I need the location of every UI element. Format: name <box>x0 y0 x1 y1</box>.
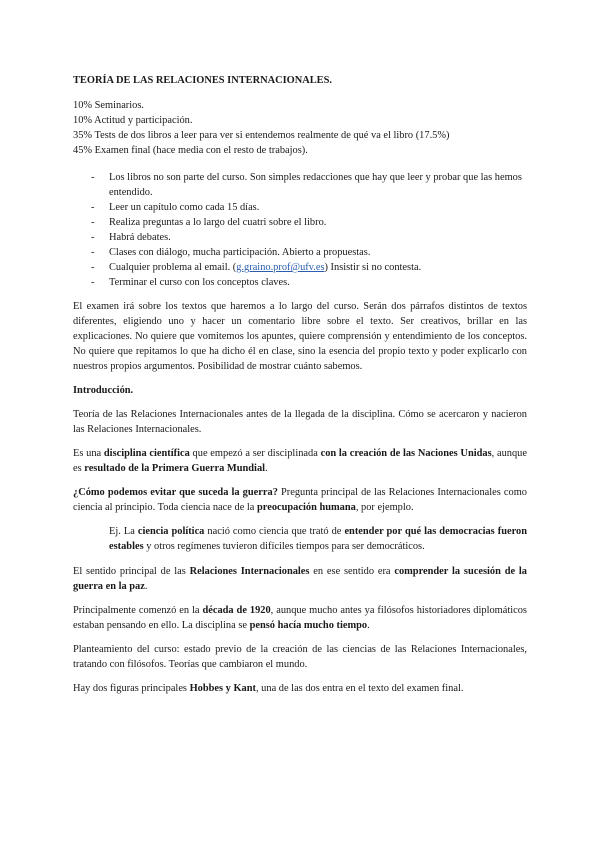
intro-paragraph: Teoría de las Relaciones Internacionales antes de la llegada de la disciplina. Cómo se acercaron y nacieron las Relaciones Internacionales. <box>73 409 527 435</box>
grade-seminarios: 10% Seminarios. <box>73 100 144 111</box>
exam-paragraph: El examen irá sobre los textos que haremos a lo largo del curso. Serán dos párrafos distintos de textos diferentes, eligiendo uno y hacer un comentario libre sobre el texto. Ser creativos, brillar en las explicaciones. No quiere que vomitemos los apuntes, quiere comprensión y entendimiento de los conceptos. No quiere que repitamos lo que ha dicho él en clase, sino la esencia del propio texto y poder explicarlo con nuestros propios argumentos. Posibilidad de mostrar cuánto sabemos. <box>73 301 527 372</box>
bold-run: entender por qué las democracias fueron estables <box>109 526 527 552</box>
science-paragraph <box>73 446 527 476</box>
text-run: , por ejemplo. <box>355 502 414 513</box>
text-run: , aunque es <box>73 448 527 474</box>
text-run: , aunque mucho antes ya filósofos historiadores diplomáticos estaban pensando en ello. La disciplina se <box>73 605 527 631</box>
bold-run: Relaciones Internacionales <box>189 566 310 577</box>
sense-paragraph <box>73 564 527 594</box>
bold-run: comprender la sucesión de la guerra en la paz <box>73 566 527 592</box>
grade-examen: 45% Examen final (hace media con el resto de trabajos). <box>73 145 308 156</box>
bold-run: década de 1920 <box>202 605 271 616</box>
bold-run: disciplina científica <box>103 448 190 459</box>
text-run: El sentido principal de las <box>73 566 190 577</box>
text-run: Hay dos figuras principales <box>73 683 190 694</box>
list-item: - Habrá debates. <box>109 230 527 245</box>
bold-run: Hobbes y Kant <box>189 683 256 694</box>
figures-paragraph <box>73 681 527 696</box>
text-run: Pregunta principal de las Relaciones Internacionales como ciencia al principio. Toda ciencia nace de la <box>73 487 527 513</box>
text-run: en ese sentido era <box>309 566 395 577</box>
list-item: - Leer un capítulo como cada 15 días. <box>109 200 527 215</box>
text-run: Es una <box>73 448 104 459</box>
text-run: , una de las dos entra en el texto del examen final. <box>255 683 464 694</box>
text-run: . <box>144 581 148 592</box>
text-run: . <box>265 463 268 474</box>
list-item <box>109 260 527 275</box>
list-text: Cualquier problema al email. ( <box>109 262 237 273</box>
list-item: - Realiza preguntas a lo largo del cuatri sobre el libro. <box>109 215 527 230</box>
bold-run: ciencia política <box>137 526 205 537</box>
text-run: que empezó a ser disciplinada <box>189 448 321 459</box>
list-item: - Terminar el curso con los conceptos claves. <box>109 275 527 290</box>
list-item: - Clases con diálogo, mucha participación. Abierto a propuestas. <box>109 245 527 260</box>
bold-run: preocupación humana <box>257 502 356 513</box>
course-plan-paragraph: Planteamiento del curso: estado previo de la creación de las ciencias de las Relaciones Internacionales, tratando con filósofos. Teorías que cambiaron el mundo. <box>73 644 527 670</box>
text-run: y otros regímenes tuvieron difíciles tiempos para ser democráticos. <box>143 541 425 552</box>
decade-paragraph <box>73 603 527 633</box>
bold-run: pensó hacía mucho tiempo <box>249 620 368 631</box>
text-run: Principalmente comenzó en la <box>73 605 203 616</box>
document-body <box>73 73 527 705</box>
grade-tests: 35% Tests de dos libros a leer para ver si entendemos realmente de qué va el libro (17.5%) <box>73 130 450 141</box>
example-quote <box>109 524 527 554</box>
bold-run: con la creación de las Naciones Unidas <box>320 448 492 459</box>
list-item: - Los libros no son parte del curso. Son simples redacciones que hay que leer y probar que las hemos entendido. <box>109 170 527 200</box>
section-heading-introduccion: Introducción. <box>73 385 134 396</box>
page-title: TEORÍA DE LAS RELACIONES INTERNACIONALES. <box>73 75 332 86</box>
text-run: Ej. La <box>109 526 138 537</box>
bold-run: ¿Cómo podemos evitar que suceda la guerra? <box>73 487 278 498</box>
grading-breakdown <box>73 98 527 158</box>
course-notes-list <box>73 170 527 290</box>
grade-actitud: 10% Actitud y participación. <box>73 115 193 126</box>
text-run: nació como ciencia que trató de <box>204 526 345 537</box>
war-question-paragraph <box>73 485 527 515</box>
text-run: . <box>367 620 370 631</box>
list-text: ) Insistir si no contesta. <box>324 262 422 273</box>
bold-run: resultado de la Primera Guerra Mundial <box>84 463 266 474</box>
email-link[interactable]: g.graino.prof@ufv.es <box>236 262 325 273</box>
